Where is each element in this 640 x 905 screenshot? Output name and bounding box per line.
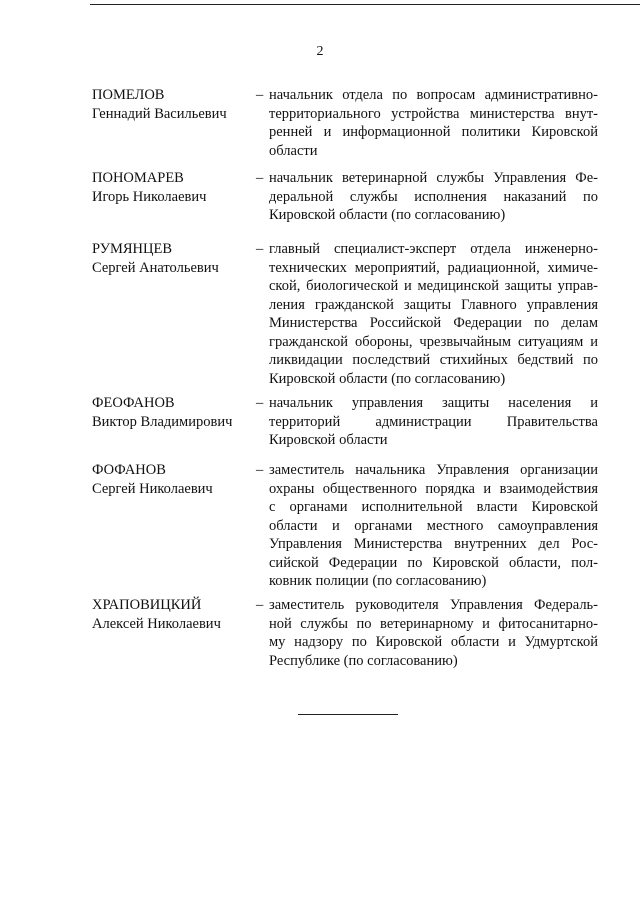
top-border-line	[90, 4, 640, 5]
position-line: охраны общественного порядка и взаимодействия	[269, 480, 598, 497]
position-line: ликвидации последствий стихийных бедствий по	[269, 352, 598, 368]
entry-dash: –	[256, 241, 264, 257]
position-line: начальник управления защиты населения и	[269, 395, 598, 411]
position-line: ления гражданской защиты Главного управления	[269, 296, 598, 313]
member-name	[92, 596, 254, 633]
member-surname: ФЕОФАНОВ	[92, 395, 175, 411]
position-line: Управления Министерства внутренних дел Рос-	[269, 536, 598, 552]
position-line: заместитель начальника Управления организации	[269, 462, 598, 478]
member-name	[92, 240, 254, 277]
member-given-name: Геннадий Васильевич	[92, 105, 227, 122]
position-line: с органами исполнительной власти Кировской	[269, 499, 598, 515]
member-surname: РУМЯНЦЕВ	[92, 241, 173, 257]
member-surname: ХРАПОВИЦКИЙ	[92, 597, 202, 613]
member-name	[92, 394, 254, 431]
position-line: Кировской области (по согласованию)	[269, 370, 506, 387]
position-line: Кировской области (по согласованию)	[269, 207, 506, 223]
position-line: Кировской области	[269, 432, 388, 448]
member-surname: ПОНОМАРЕВ	[92, 170, 184, 186]
position-line: Республике (по согласованию)	[269, 652, 458, 669]
member-name	[92, 169, 254, 206]
position-line: заместитель руководителя Управления Федераль-	[269, 597, 598, 613]
member-position	[269, 169, 598, 225]
entry-dash: –	[256, 597, 264, 613]
entry-dash: –	[256, 87, 264, 103]
position-line: гражданской обороны, чрезвычайным ситуациям и	[269, 333, 598, 350]
position-line: главный специалист-эксперт отдела инженерно-	[269, 241, 598, 257]
position-line: деральной службы исполнения наказаний по	[269, 188, 598, 205]
position-line: ной службы по ветеринарному и фитосанитарно-	[269, 615, 598, 632]
position-line: начальник ветеринарной службы Управления Фе-	[269, 170, 598, 186]
entry-dash: –	[256, 462, 264, 478]
position-line: области и органами местного самоуправления	[269, 517, 598, 534]
position-line: области	[269, 142, 318, 159]
member-position	[269, 596, 598, 670]
position-line: территорий администрации Правительства	[269, 413, 598, 430]
member-name	[92, 86, 254, 123]
position-line: начальник отдела по вопросам административно-	[269, 87, 598, 103]
member-position	[269, 461, 598, 591]
member-position	[269, 394, 598, 450]
position-line: ской, биологической и медицинской защиты управ-	[269, 278, 598, 294]
entry-dash: –	[256, 395, 264, 411]
member-position	[269, 240, 598, 388]
member-given-name: Виктор Владимирович	[92, 413, 233, 430]
position-line: территориального устройства министерства внут-	[269, 105, 598, 122]
member-given-name: Сергей Анатольевич	[92, 259, 219, 276]
position-line: ковник полиции (по согласованию)	[269, 573, 487, 589]
position-line: му надзору по Кировской области и Удмуртской	[269, 634, 598, 650]
member-position	[269, 86, 598, 160]
member-name	[92, 461, 254, 498]
member-given-name: Сергей Николаевич	[92, 480, 213, 497]
position-line: Министерства Российской Федерации по делам	[269, 315, 598, 331]
member-surname: ФОФАНОВ	[92, 462, 166, 478]
position-line: технических мероприятий, радиационной, химиче-	[269, 259, 598, 276]
page-number: 2	[316, 44, 324, 59]
end-separator-line	[298, 714, 398, 715]
member-surname: ПОМЕЛОВ	[92, 87, 165, 103]
member-given-name: Алексей Николаевич	[92, 615, 221, 632]
position-line: ренней и информационной политики Кировской	[269, 124, 598, 140]
member-given-name: Игорь Николаевич	[92, 188, 207, 205]
position-line: сийской Федерации по Кировской области, пол-	[269, 554, 598, 571]
entry-dash: –	[256, 170, 264, 186]
